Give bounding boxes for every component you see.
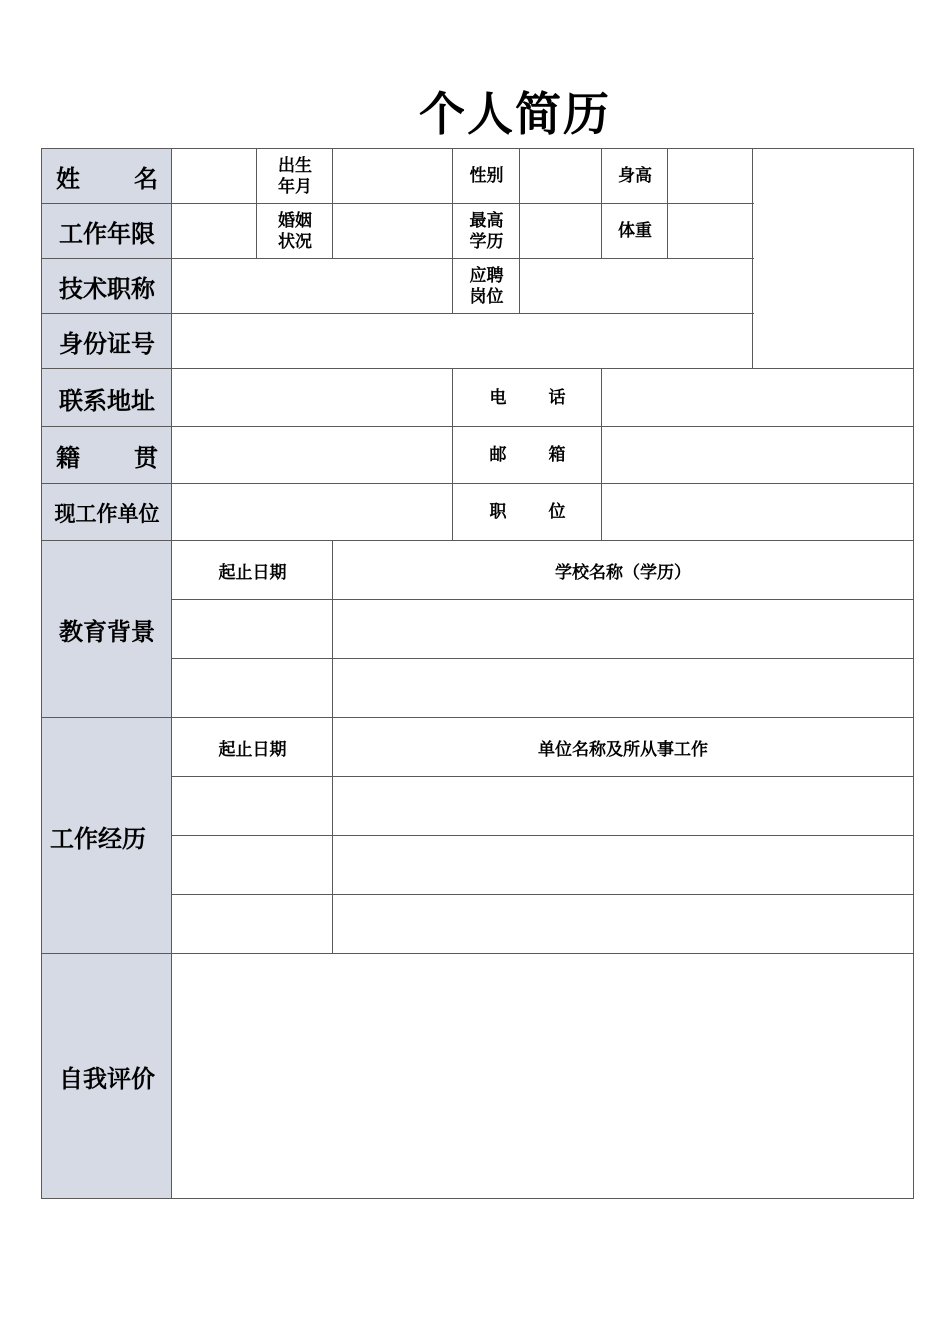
position-field[interactable] [602, 484, 913, 541]
education-school-header: 学校名称（学历） [555, 563, 691, 583]
name-field[interactable] [172, 149, 257, 204]
employer-label: 现工作单位 [42, 484, 172, 541]
work-history-label: 工作经历 [42, 718, 172, 954]
id-number-field[interactable] [172, 314, 753, 369]
work-date-field[interactable] [172, 777, 333, 836]
education-level-field[interactable] [520, 204, 602, 259]
email-label: 邮 箱 [489, 445, 566, 465]
tech-title-field[interactable] [172, 259, 453, 314]
tech-title-label: 技术职称 [42, 259, 172, 314]
work-date-header: 起止日期 [218, 740, 287, 760]
education-date-field[interactable] [172, 659, 333, 718]
name-label-cell: 姓 名 [42, 149, 172, 204]
height-label: 身高 [618, 166, 652, 186]
address-field[interactable] [172, 369, 453, 427]
page-title: 个人简历 [419, 87, 611, 141]
phone-label: 电 话 [489, 387, 566, 408]
work-company-field[interactable] [333, 777, 913, 836]
education-school-field[interactable] [333, 659, 913, 718]
birth-field[interactable] [333, 149, 453, 204]
work-company-field[interactable] [333, 895, 913, 954]
origin-field[interactable] [172, 427, 453, 484]
education-date-field[interactable] [172, 600, 333, 659]
position-label: 职 位 [489, 502, 566, 522]
weight-label: 体重 [618, 221, 652, 241]
education-date-header: 起止日期 [218, 563, 287, 583]
education-school-field[interactable] [333, 600, 913, 659]
gender-field[interactable] [520, 149, 602, 204]
marital-field[interactable] [333, 204, 453, 259]
work-date-field[interactable] [172, 836, 333, 895]
height-field[interactable] [668, 149, 753, 204]
employer-field[interactable] [172, 484, 453, 541]
self-eval-field[interactable] [172, 954, 913, 1199]
weight-field[interactable] [668, 204, 753, 259]
work-date-field[interactable] [172, 895, 333, 954]
education-label: 教育背景 [42, 541, 172, 718]
birth-label: 出生 年月 [278, 155, 312, 197]
phone-field[interactable] [602, 369, 913, 427]
address-label: 联系地址 [42, 369, 172, 427]
email-field[interactable] [602, 427, 913, 484]
work-company-header: 单位名称及所从事工作 [538, 740, 708, 760]
apply-position-field[interactable] [520, 259, 753, 314]
gender-label: 性别 [469, 166, 504, 186]
apply-position-label: 应聘 岗位 [469, 265, 504, 307]
work-years-label: 工作年限 [42, 204, 172, 259]
self-eval-label: 自我评价 [42, 954, 172, 1199]
work-years-field[interactable] [172, 204, 257, 259]
education-level-label: 最高 学历 [469, 210, 504, 252]
id-number-label: 身份证号 [42, 314, 172, 369]
work-company-field[interactable] [333, 836, 913, 895]
photo-area[interactable] [753, 149, 913, 369]
origin-label-cell: 籍 贯 [42, 427, 172, 484]
marital-label: 婚姻 状况 [278, 210, 312, 252]
